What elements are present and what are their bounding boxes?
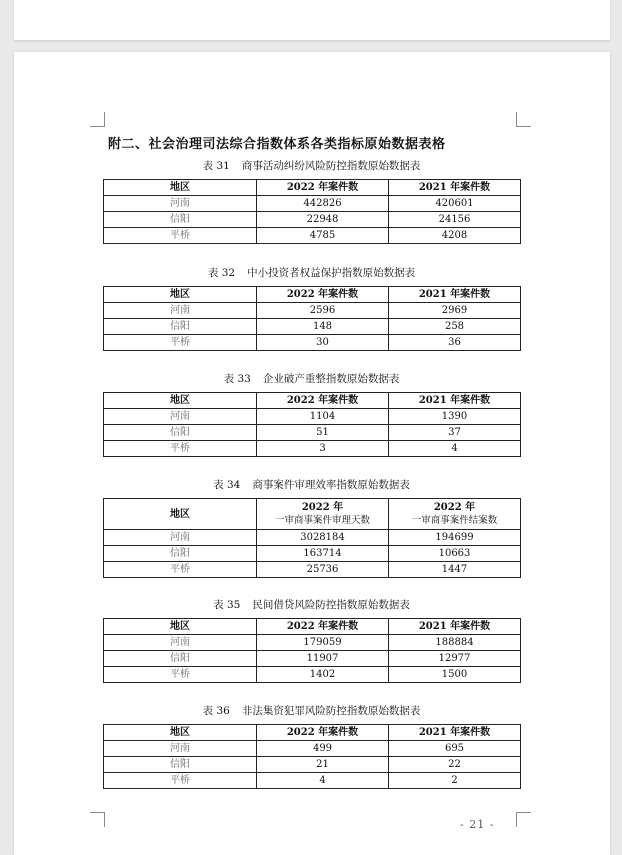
table-34-caption [103,477,520,492]
table-row [104,441,521,457]
page-number: - 21 - [460,818,495,831]
value-cell: 148 [257,319,389,335]
value-cell: 25736 [257,562,389,578]
value-cell: 21 [257,757,389,773]
table-title: 非法集资犯罪风险防控指数原始数据表 [241,705,421,717]
table-32-caption [103,265,520,280]
column-header: 地区 [104,180,257,196]
value-cell: 1500 [389,667,521,683]
table-number: 表 33 [223,373,251,385]
value-cell: 2969 [389,303,521,319]
column-header-metric: 一审商事案件结案数 [411,515,498,526]
crop-mark-bottom-right [516,812,531,827]
crop-mark-bottom-left [90,812,105,827]
table-33-caption [103,371,520,386]
table-header-row [104,725,521,741]
table-row [104,635,521,651]
column-header: 地区 [104,393,257,409]
table-number: 表 36 [202,705,230,717]
table-row [104,530,521,546]
value-cell: 163714 [257,546,389,562]
value-cell: 258 [389,319,521,335]
value-cell: 194699 [389,530,521,546]
table-row [104,651,521,667]
table-34 [103,498,521,578]
table-header-row [104,180,521,196]
table-row [104,546,521,562]
value-cell: 179059 [257,635,389,651]
table-number: 表 31 [202,160,230,172]
region-cell: 平桥 [104,773,257,789]
column-header: 地区 [104,619,257,635]
column-header: 2022 年案件数 [257,619,389,635]
value-cell: 22 [389,757,521,773]
value-cell: 499 [257,741,389,757]
document-page [14,52,610,855]
value-cell: 12977 [389,651,521,667]
column-header: 2022 年案件数 [257,287,389,303]
region-cell: 信阳 [104,651,257,667]
table-title: 商事案件审理效率指数原始数据表 [252,479,410,491]
region-cell: 信阳 [104,319,257,335]
column-header: 2022 年案件数 [257,725,389,741]
value-cell: 3028184 [257,530,389,546]
table-title: 中小投资者权益保护指数原始数据表 [247,267,416,279]
region-cell: 信阳 [104,757,257,773]
value-cell: 22948 [257,212,389,228]
column-header: 2021 年案件数 [389,287,521,303]
region-cell: 河南 [104,196,257,212]
column-header: 地区 [104,499,257,530]
table-header-row [104,393,521,409]
table-title: 企业破产重整指数原始数据表 [262,373,400,385]
value-cell: 1104 [257,409,389,425]
value-cell: 695 [389,741,521,757]
region-cell: 平桥 [104,562,257,578]
table-header-row [104,287,521,303]
value-cell: 30 [257,335,389,351]
crop-mark-top-right [516,112,531,127]
crop-mark-top-left [90,112,105,127]
region-cell: 平桥 [104,228,257,244]
table-31-caption [103,158,520,173]
region-cell: 平桥 [104,335,257,351]
table-36-caption [103,703,520,718]
table-row [104,667,521,683]
value-cell: 4 [389,441,521,457]
table-title: 商事活动纠纷风险防控指数原始数据表 [241,160,421,172]
column-header-metric: 一审商事案件审理天数 [274,515,370,526]
column-header: 地区 [104,725,257,741]
column-header-year: 2022 年 [433,502,476,513]
value-cell: 1402 [257,667,389,683]
value-cell: 442826 [257,196,389,212]
region-cell: 河南 [104,409,257,425]
table-row [104,228,521,244]
value-cell: 51 [257,425,389,441]
value-cell: 1447 [389,562,521,578]
region-cell: 河南 [104,303,257,319]
table-35 [103,618,521,683]
value-cell: 1390 [389,409,521,425]
region-cell: 河南 [104,530,257,546]
table-36 [103,724,521,789]
column-header: 2021 年案件数 [389,725,521,741]
table-32 [103,286,521,351]
appendix-heading: 附二、社会治理司法综合指数体系各类指标原始数据表格 [108,137,446,152]
table-row [104,562,521,578]
column-header: 地区 [104,287,257,303]
value-cell: 4 [257,773,389,789]
table-number: 表 35 [213,599,241,611]
table-row [104,303,521,319]
table-number: 表 34 [213,479,241,491]
column-header: 2021 年案件数 [389,393,521,409]
region-cell: 河南 [104,741,257,757]
table-row [104,757,521,773]
table-33 [103,392,521,457]
table-row [104,409,521,425]
table-header-row [104,619,521,635]
column-header: 2022 年案件数 [257,180,389,196]
column-header [257,499,389,530]
region-cell: 平桥 [104,441,257,457]
column-header: 2021 年案件数 [389,180,521,196]
table-row [104,425,521,441]
table-35-caption [103,597,520,612]
region-cell: 信阳 [104,546,257,562]
value-cell: 4785 [257,228,389,244]
value-cell: 2 [389,773,521,789]
value-cell: 3 [257,441,389,457]
column-header-year: 2022 年 [301,502,344,513]
value-cell: 2596 [257,303,389,319]
region-cell: 信阳 [104,425,257,441]
table-31 [103,179,521,244]
value-cell: 37 [389,425,521,441]
column-header: 2022 年案件数 [257,393,389,409]
table-title: 民间借贷风险防控指数原始数据表 [252,599,410,611]
column-header: 2021 年案件数 [389,619,521,635]
table-row [104,196,521,212]
value-cell: 36 [389,335,521,351]
value-cell: 24156 [389,212,521,228]
region-cell: 平桥 [104,667,257,683]
table-row [104,212,521,228]
table-row [104,773,521,789]
value-cell: 10663 [389,546,521,562]
region-cell: 河南 [104,635,257,651]
value-cell: 11907 [257,651,389,667]
table-row [104,335,521,351]
table-header-row [104,499,521,530]
value-cell: 420601 [389,196,521,212]
previous-page-edge [14,0,610,40]
table-number: 表 32 [207,267,236,279]
table-row [104,741,521,757]
value-cell: 4208 [389,228,521,244]
table-row [104,319,521,335]
value-cell: 188884 [389,635,521,651]
region-cell: 信阳 [104,212,257,228]
column-header [389,499,521,530]
